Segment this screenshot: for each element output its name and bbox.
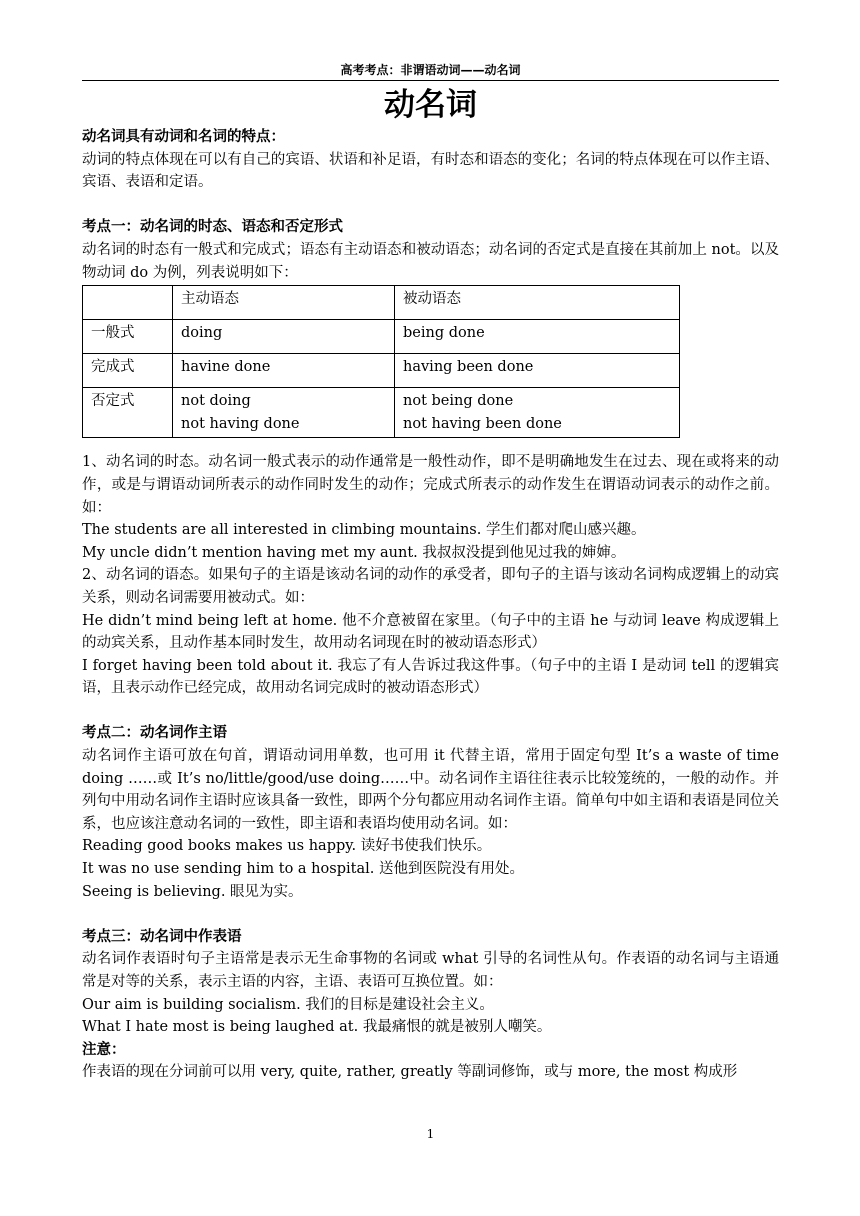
table-cell	[173, 354, 395, 388]
page-title: 动名词	[384, 87, 477, 123]
example-sentence: Our aim is building socialism. 我们的目标是建设社会主义。	[82, 996, 494, 1013]
cell-line: not being done	[403, 393, 514, 410]
table-cell	[173, 388, 395, 438]
table-cell	[395, 388, 680, 438]
example-sentence: He didn’t mind being left at home. 他不介意被留在家里。（句子中的主语 he 与动词 leave 构成逻辑上的动宾关系，且动作基本同时发生，故用动名词现在时的被动语态形式）	[82, 612, 779, 652]
voice-paragraph: 2、动名词的语态。如果句子的主语是该动名词的动作的承受者，即句子的主语与该动名词构成逻辑上的动宾关系，则动名词需要用被动式。如：	[82, 567, 779, 606]
table-header-cell	[83, 286, 173, 320]
section2-text: 动名词作主语可放在句首，谓语动词用单数，也可用 it 代替主语，常用于固定句型 It’s a waste of time doing ……或 It’s no/little/good/use doing……中。动名词作主语往往表示比较笼统的，一般的动作。并列句中用动名词作主语时应该具备一致性，即两个分句都应用动名词作主语。简单句中如主语和表语是同位关系，也应该注意动名词的一致性，即主语和表语均使用动名词。如：	[82, 748, 779, 832]
table-row	[83, 354, 680, 388]
table-cell	[395, 354, 680, 388]
cell-line: not having done	[181, 415, 300, 432]
example-sentence: Seeing is believing. 眼见为实。	[82, 883, 303, 900]
note-heading: 注意：	[82, 1041, 126, 1058]
example-sentence: I forget having been told about it. 我忘了有人告诉过我这件事。（句子中的主语 I 是动词 tell 的逻辑宾语，且表示动作已经完成，故用动名词完成时的被动语态形式）	[82, 657, 779, 697]
cell-line: havine done	[181, 359, 271, 376]
row-label: 一般式	[83, 320, 173, 354]
cell-line: not having been done	[403, 415, 562, 432]
cell-line: not doing	[181, 393, 251, 410]
document-body	[82, 126, 779, 1084]
spacer	[82, 194, 779, 217]
note-text: 作表语的现在分词前可以用 very, quite, rather, greatly 等副词修饰，或与 more, the most 构成形	[82, 1064, 738, 1081]
example-sentence: Reading good books makes us happy. 读好书使我们快乐。	[82, 838, 492, 855]
row-label: 否定式	[83, 388, 173, 438]
example-sentence: It was no use sending him to a hospital. 送他到医院没有用处。	[82, 861, 524, 878]
table-cell	[173, 320, 395, 354]
running-header: 高考考点：非谓语动词——动名词	[340, 63, 521, 77]
table-row	[83, 320, 680, 354]
header-rule	[82, 80, 779, 81]
example-sentence: The students are all interested in climbing mountains. 学生们都对爬山感兴趣。	[82, 522, 646, 539]
example-sentence: My uncle didn’t mention having met my aunt. 我叔叔没提到他见过我的婶婶。	[82, 544, 626, 561]
section1-heading: 考点一：动名词的时态、语态和否定形式	[82, 219, 343, 236]
intro-heading: 动名词具有动词和名词的特点：	[82, 129, 285, 145]
intro-text: 动词的特点体现在可以有自己的宾语、状语和补足语，有时态和语态的变化；名词的特点体现在可以作主语、宾语、表语和定语。	[82, 151, 779, 191]
section3-heading: 考点三：动名词中作表语	[82, 928, 242, 945]
table-header-cell: 主动语态	[173, 286, 395, 320]
table-row	[83, 388, 680, 438]
cell-line: being done	[403, 325, 485, 342]
table-header-row	[83, 286, 680, 320]
gerund-forms-table	[82, 285, 680, 438]
cell-line: doing	[181, 325, 223, 342]
table-header-cell: 被动语态	[395, 286, 680, 320]
row-label: 完成式	[83, 354, 173, 388]
cell-line: having been done	[403, 359, 534, 376]
page-number: 1	[426, 1127, 435, 1141]
spacer	[82, 903, 779, 926]
section3-text: 动名词作表语时句子主语常是表示无生命事物的名词或 what 引导的名词性从句。作表语的动名词与主语通常是对等的关系，表示主语的内容，主语、表语可互换位置。如：	[82, 951, 779, 990]
spacer	[82, 700, 779, 723]
section2-heading: 考点二：动名词作主语	[82, 725, 227, 742]
table-cell	[395, 320, 680, 354]
section1-text: 动名词的时态有一般式和完成式；语态有主动语态和被动语态；动名词的否定式是直接在其前加上 not。以及物动词 do 为例，列表说明如下：	[82, 241, 779, 281]
tense-paragraph: 1、动名词的时态。动名词一般式表示的动作通常是一般性动作，即不是明确地发生在过去、现在或将来的动作，或是与谓语动词所表示的动作同时发生的动作；完成式所表示的动作发生在谓语动词表示的动作之前。如：	[82, 454, 779, 516]
example-sentence: What I hate most is being laughed at. 我最痛恨的就是被别人嘲笑。	[82, 1019, 552, 1036]
